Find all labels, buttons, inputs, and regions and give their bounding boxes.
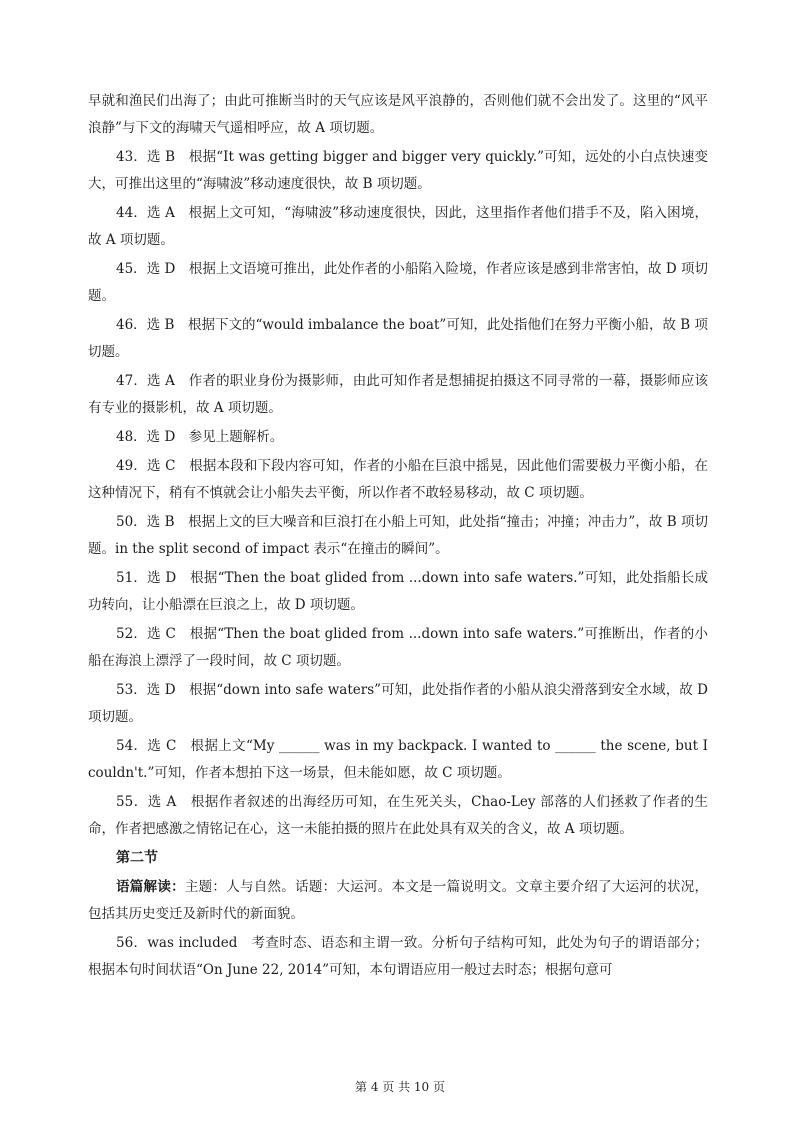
- paragraph-continuation: 早就和渔民们出海了；由此可推断当时的天气应该是风平浪静的，否则他们就不会出发了。这里的“风平浪静”与下文的海啸天气遥相呼应，故 A 项切题。: [88, 93, 708, 136]
- page-footer: 第 4 页 共 10 页: [355, 1080, 445, 1094]
- answer-56: 56．was included 考查时态、语态和主谓一致。分析句子结构可知，此处为句子的谓语部分；根据本句时间状语“On June 22, 2014”可知，本句谓语应用一般过去时态；根据句意可: [88, 935, 708, 978]
- reading-analysis: [88, 874, 708, 928]
- answer-47: 47．选 A 作者的职业身份为摄影师，由此可知作者是想捕捉拍摄这不同寻常的一幕，摄影师应该有专业的摄影机，故 A 项切题。: [88, 373, 708, 416]
- document-page: [88, 88, 708, 986]
- answer-53: 53．选 D 根据“down into safe waters”可知，此处指作者的小船从浪尖滑落到安全水域，故 D 项切题。: [88, 682, 708, 725]
- answer-43: 43．选 B 根据“It was getting bigger and bigger very quickly.”可知，远处的小白点快速变大，可推出这里的“海啸波”移动速度很快，故 B 项切题。: [88, 149, 708, 192]
- answer-55: 55．选 A 根据作者叙述的出海经历可知，在生死关头，Chao-Ley 部落的人们拯救了作者的生命，作者把感激之情铭记在心，这一未能拍摄的照片在此处具有双关的含义，故 A 项切题。: [88, 794, 708, 837]
- answer-46: 46．选 B 根据下文的“would imbalance the boat”可知，此处指他们在努力平衡小船，故 B 项切题。: [88, 317, 708, 360]
- answer-52: 52．选 C 根据“Then the boat glided from ...down into safe waters.”可推断出，作者的小船在海浪上漂浮了一段时间，故 C 项切题。: [88, 626, 708, 669]
- section-heading: 第二节: [116, 850, 158, 866]
- answer-44: 44．选 A 根据上文可知，“海啸波”移动速度很快，因此，这里指作者他们措手不及，陷入困境，故 A 项切题。: [88, 205, 708, 248]
- reading-text: 主题：人与自然。话题：大运河。本文是一篇说明文。文章主要介绍了大运河的状况，包括其历史变迁及新时代的新面貌。: [88, 879, 709, 922]
- reading-label: 语篇解读：: [116, 879, 185, 895]
- answer-49: 49．选 C 根据本段和下段内容可知，作者的小船在巨浪中摇晃，因此他们需要极力平衡小船，在这种情况下，稍有不慎就会让小船失去平衡，所以作者不敢轻易移动，故 C 项切题。: [88, 458, 708, 501]
- answer-54: 54．选 C 根据上文“My ______ was in my backpack. I wanted to ______ the scene, but I couldn't.”可知，作者本想拍下这一场景，但未能如愿，故 C 项切题。: [88, 738, 708, 781]
- answer-45: 45．选 D 根据上文语境可推出，此处作者的小船陷入险境，作者应该是感到非常害怕，故 D 项切题。: [88, 261, 708, 304]
- answer-50: 50．选 B 根据上文的巨大噪音和巨浪打在小船上可知，此处指“撞击；冲撞；冲击力”，故 B 项切题。in the split second of impact 表示“在撞击的瞬间”。: [88, 514, 708, 557]
- answer-51: 51．选 D 根据“Then the boat glided from ...down into safe waters.”可知，此处指船长成功转向，让小船漂在巨浪之上，故 D 项切题。: [88, 570, 708, 613]
- answer-48: 48．选 D 参见上题解析。: [116, 429, 284, 445]
